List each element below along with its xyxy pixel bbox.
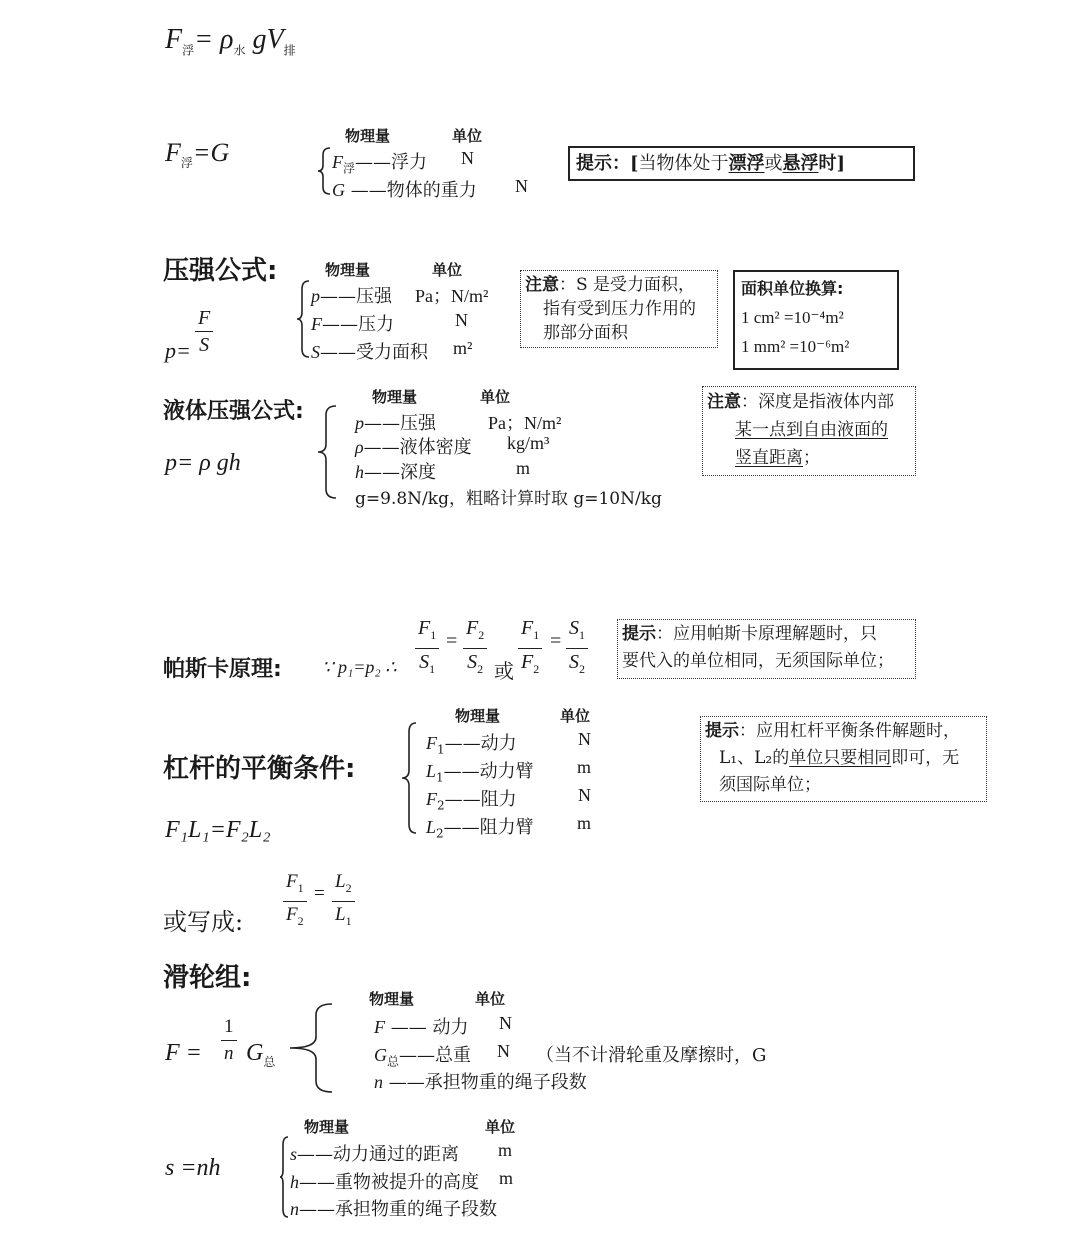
row-index: 1 <box>436 770 444 785</box>
pulley-row-unit: N <box>497 1041 510 1061</box>
dash: —— <box>299 1199 335 1220</box>
unit-label: 单位 <box>480 388 511 406</box>
numerator: $F_1$ <box>518 615 542 649</box>
numerator: $F_2$ <box>463 615 487 649</box>
tip-underline: 悬浮 <box>782 153 819 174</box>
row-symbol: F <box>426 789 437 809</box>
brace <box>318 147 332 195</box>
row-symbol: h <box>355 462 364 482</box>
pressure-note-box <box>520 270 718 348</box>
lever-heading: 杠杆的平衡条件: <box>163 754 356 784</box>
liquid-row <box>355 433 472 459</box>
equals: = <box>314 883 325 904</box>
row-subscript: 浮 <box>343 161 356 176</box>
row-symbol: h <box>290 1172 299 1192</box>
pulley-row <box>374 1041 471 1070</box>
brace <box>280 1136 290 1218</box>
dash: —— <box>444 733 481 754</box>
row-name: 压力 <box>358 314 394 335</box>
buoyancy-row-unit: N <box>461 148 474 168</box>
qty-label: 物理量 <box>345 127 391 145</box>
lever-row-unit: N <box>578 729 591 749</box>
subscript-zong: 总 <box>263 1054 276 1069</box>
dash: —— <box>443 761 480 782</box>
pascal-because: ∵ p₁=p₂ ∴ <box>322 657 397 677</box>
denominator: $F_2$ <box>286 903 304 928</box>
area-line: 1 mm² =10⁻⁶m² <box>741 337 850 356</box>
row-name: 受力面积 <box>356 342 428 363</box>
row-symbol: S <box>311 342 320 362</box>
row-name: 承担物重的绳子段数 <box>424 1072 587 1093</box>
lever-row-unit: m <box>577 813 592 833</box>
row-symbol: n <box>290 1199 299 1219</box>
row-name: 承担物重的绳子段数 <box>335 1199 497 1220</box>
tip-line: 即可，无 <box>891 748 960 768</box>
tip-suffix: 时] <box>818 153 846 174</box>
pascal-fraction <box>415 615 439 682</box>
row-name: 浮力 <box>391 152 428 173</box>
dash: —— <box>364 413 400 434</box>
pressure-row <box>311 338 428 364</box>
numerator: F <box>195 305 213 332</box>
pressure-row-unit: N <box>455 310 468 330</box>
pulley-lhs: F = <box>165 1040 202 1066</box>
qty-label: 物理量 <box>325 261 371 279</box>
liquid-g-note: g=9.8N/kg，粗略计算时取 g=10N/kg <box>355 489 662 509</box>
symbol-g: g <box>252 24 267 55</box>
pressure-fraction <box>195 305 213 358</box>
denominator: $S_1$ <box>419 651 436 676</box>
tip-text: 当物体处于 <box>638 153 729 174</box>
unit-label: 单位 <box>452 127 483 145</box>
row-symbol: p <box>355 413 364 433</box>
symbol-g: G <box>246 1040 264 1066</box>
row-name: 阻力臂 <box>479 817 534 838</box>
dash: —— <box>322 314 358 335</box>
qty-label: 物理量 <box>304 1118 350 1136</box>
lever-row <box>426 757 534 785</box>
area-title: 面积单位换算: <box>741 279 844 298</box>
lever-row <box>426 813 534 841</box>
lever-or-write: 或写成: <box>163 908 244 936</box>
row-symbol: G <box>332 180 345 200</box>
liquid-row <box>355 409 436 435</box>
buoyancy-row <box>332 176 477 202</box>
lever-tip-box <box>700 716 987 802</box>
row-symbol: F <box>311 314 322 334</box>
denominator: $S_2$ <box>467 651 484 676</box>
row-subscript: 总 <box>387 1054 400 1069</box>
area-line: 1 cm² =10⁻⁴m² <box>741 308 844 327</box>
pascal-tip-box <box>617 619 916 679</box>
row-name: 总重 <box>435 1045 472 1066</box>
symbol-rho: ρ <box>220 24 234 55</box>
buoyancy-row-unit: N <box>515 176 528 196</box>
lever-row-unit: N <box>578 785 591 805</box>
note-line: ：深度是指液体内部 <box>741 392 894 412</box>
row-symbol: F <box>332 152 343 172</box>
dash: —— <box>320 286 356 307</box>
brace <box>402 722 418 834</box>
pressure-row-unit: m² <box>453 338 473 358</box>
pressure-row <box>311 282 392 308</box>
qty-label: 物理量 <box>369 990 415 1008</box>
liquid-row-unit: Pa；N/m² <box>488 413 562 433</box>
distance-formula: s =nh <box>165 1155 221 1181</box>
row-symbol: G <box>374 1045 387 1065</box>
row-name: 物体的重力 <box>386 180 477 201</box>
lever-row <box>426 729 517 757</box>
lever-fraction <box>283 869 307 934</box>
formula-rhs: =G <box>192 138 230 167</box>
qty-label: 物理量 <box>372 388 418 406</box>
lever-formula: F₁L₁=F₂L₂ <box>165 817 271 843</box>
row-name: 液体密度 <box>399 437 472 458</box>
equals: = <box>550 630 562 652</box>
subscript-fu: 浮 <box>182 43 195 58</box>
pressure-row-unit: Pa；N/m² <box>415 286 489 306</box>
tip-line: L₁、L₂的 <box>719 748 790 768</box>
pascal-fraction <box>566 615 588 682</box>
numerator: $S_1$ <box>566 615 588 649</box>
dash: —— <box>388 1072 425 1093</box>
equals: = <box>194 24 214 55</box>
pulley-row-unit: N <box>499 1013 512 1033</box>
liquid-row-unit: kg/m³ <box>507 433 550 453</box>
dash: —— <box>363 437 400 458</box>
row-symbol: s <box>290 1144 298 1164</box>
pascal-or: 或 <box>494 659 514 683</box>
distance-row-unit: m <box>499 1168 514 1188</box>
buoyancy-formula-1 <box>165 24 296 59</box>
numerator: $F_1$ <box>415 615 439 649</box>
dash: —— <box>320 342 356 363</box>
unit-label: 单位 <box>560 707 591 725</box>
denominator: $L_1$ <box>335 903 352 928</box>
pulley-fraction <box>221 1014 237 1067</box>
denominator: $S_2$ <box>569 651 585 676</box>
buoyancy-formula-2 <box>165 138 229 171</box>
row-symbol: L <box>426 817 437 837</box>
buoyancy-row <box>332 148 427 177</box>
tip-text: 或 <box>764 153 783 174</box>
note-line: ：S 是受力面积， <box>559 275 696 295</box>
tip-line: 须国际单位； <box>719 775 821 795</box>
note-line: 那部分面积 <box>543 323 628 343</box>
liquid-formula: p= ρ gh <box>165 450 241 476</box>
dash: —— <box>364 462 400 483</box>
brace <box>290 1003 334 1093</box>
row-name: 重物被提升的高度 <box>335 1172 479 1193</box>
liquid-row <box>355 458 436 484</box>
row-symbol: ρ <box>355 437 364 457</box>
tip-title: 提示 <box>705 721 739 741</box>
brace <box>297 280 311 358</box>
tip-title: 提示 <box>622 624 656 644</box>
denominator: $F_2$ <box>521 651 540 676</box>
numerator: $L_2$ <box>332 869 355 902</box>
dash: —— <box>297 1144 334 1165</box>
note-title: 注意 <box>707 392 741 412</box>
row-name: 压强 <box>356 286 392 307</box>
denominator: S <box>199 334 210 356</box>
numerator: 1 <box>221 1014 237 1041</box>
note-line-underlined: 竖直距离 <box>735 448 803 468</box>
dash: —— <box>390 1017 427 1038</box>
pulley-row-extra: （当不计滑轮重及摩擦时，G <box>536 1045 767 1066</box>
pulley-g <box>246 1040 275 1070</box>
denominator: n <box>224 1043 234 1064</box>
subscript-fu: 浮 <box>180 156 193 171</box>
pulley-row <box>374 1068 587 1094</box>
note-line: 指有受到压力作用的 <box>543 299 696 319</box>
pulley-heading: 滑轮组: <box>163 963 252 993</box>
unit-label: 单位 <box>475 990 506 1008</box>
row-symbol: L <box>426 761 437 781</box>
unit-label: 单位 <box>485 1118 516 1136</box>
pascal-fraction <box>518 615 542 682</box>
pressure-heading: 压强公式: <box>163 256 278 286</box>
dash: —— <box>355 152 392 173</box>
row-name: 动力 <box>480 733 517 754</box>
liquid-note-box <box>702 386 916 476</box>
tip-line-underlined: 单位只要相同 <box>789 748 892 768</box>
unit-label: 单位 <box>432 261 463 279</box>
liquid-row-unit: m <box>516 458 531 478</box>
tip-prefix: 提示：[ <box>576 153 639 174</box>
note-title: 注意 <box>525 275 559 295</box>
subscript-shui: 水 <box>233 43 246 58</box>
distance-row-unit: m <box>498 1140 513 1160</box>
dash: —— <box>399 1045 436 1066</box>
row-symbol: F <box>426 733 437 753</box>
pascal-heading: 帕斯卡原理: <box>163 657 282 682</box>
buoyancy-tip-box <box>568 146 915 181</box>
row-name: 动力臂 <box>479 761 534 782</box>
dash: —— <box>443 817 480 838</box>
pressure-lhs: p= <box>165 338 191 363</box>
distance-row <box>290 1168 479 1194</box>
symbol-f: F <box>165 24 183 55</box>
numerator: $F_1$ <box>283 869 307 902</box>
row-name: 阻力 <box>480 789 517 810</box>
tip-line: 要代入的单位相同，无须国际单位； <box>622 651 894 671</box>
liquid-heading: 液体压强公式: <box>163 399 304 424</box>
dash: —— <box>350 180 387 201</box>
lever-row-unit: m <box>577 757 592 777</box>
dash: —— <box>299 1172 335 1193</box>
area-conversion-box <box>733 270 899 370</box>
row-name: 动力通过的距离 <box>333 1144 460 1165</box>
row-index: 2 <box>436 826 444 841</box>
tip-line: ：应用杠杆平衡条件解题时， <box>739 721 960 741</box>
subscript-pai: 排 <box>283 43 296 58</box>
row-symbol: p <box>311 286 320 306</box>
note-line-end: ； <box>803 448 820 468</box>
pulley-row <box>374 1013 468 1039</box>
pressure-row <box>311 310 394 336</box>
row-name: 动力 <box>432 1017 469 1038</box>
symbol-f: F <box>165 138 181 167</box>
row-index: 1 <box>437 742 445 757</box>
qty-label: 物理量 <box>455 707 501 725</box>
row-symbol: F <box>374 1017 385 1037</box>
lever-row <box>426 785 517 813</box>
distance-row <box>290 1140 459 1166</box>
dash: —— <box>444 789 481 810</box>
equals: = <box>446 630 458 652</box>
tip-underline: 漂浮 <box>728 153 765 174</box>
row-name: 压强 <box>400 413 436 434</box>
row-symbol: n <box>374 1072 383 1092</box>
note-line-underlined: 某一点到自由液面的 <box>735 420 888 440</box>
brace <box>318 405 338 500</box>
lever-fraction <box>332 869 355 934</box>
tip-line: ：应用帕斯卡原理解题时，只 <box>656 624 877 644</box>
distance-row <box>290 1195 497 1221</box>
symbol-v: V <box>266 24 284 55</box>
row-index: 2 <box>437 798 445 813</box>
row-name: 深度 <box>400 462 436 483</box>
pascal-fraction <box>463 615 487 682</box>
